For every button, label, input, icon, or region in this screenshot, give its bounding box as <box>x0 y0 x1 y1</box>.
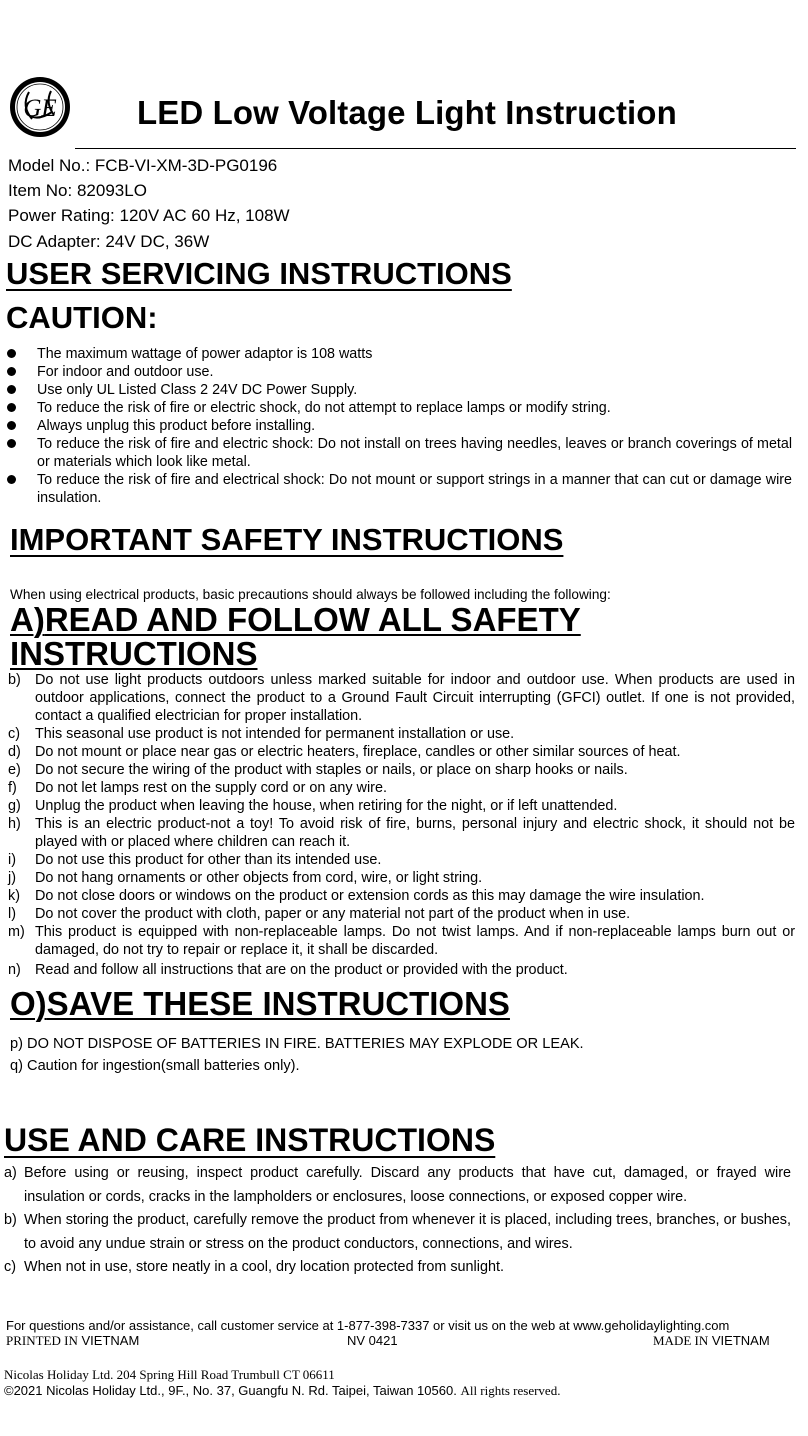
battery-warning: p) DO NOT DISPOSE OF BATTERIES IN FIRE. BATTERIES MAY EXPLODE OR LEAK. <box>10 1036 584 1052</box>
list-item: To reduce the risk of fire and electric shock: Do not install on trees having needles, leaves or branch coverings of metal or materials which look like metal. <box>6 435 792 471</box>
list-item: For indoor and outdoor use. <box>6 363 792 381</box>
ge-logo <box>9 76 71 138</box>
bullet-icon <box>7 439 16 448</box>
list-item: c) This seasonal use product is not intended for permanent installation or use. <box>8 726 515 742</box>
model-number: Model No.: FCB-VI-XM-3D-PG0196 <box>8 156 278 175</box>
title-divider <box>75 148 796 149</box>
safety-intro: When using electrical products, basic precautions should always be followed including the following: <box>10 587 611 602</box>
list-item: b) Do not use light products outdoors unless marked suitable for indoor and outdoor use. When products are used in outdoor applications, connect the product to a Ground Fault Circuit interrupting (GFCI) outlet. If one is not provided, contact a qualified electrician for proper installation. <box>8 672 795 724</box>
page-title: LED Low Voltage Light Instruction <box>137 94 677 131</box>
bullet-icon <box>7 385 16 394</box>
save-heading: O)SAVE THESE INSTRUCTIONS <box>10 985 510 1022</box>
item-number: Item No: 82093LO <box>8 181 147 200</box>
list-item: To reduce the risk of fire or electric shock, do not attempt to replace lamps or modify string. <box>6 399 792 417</box>
code-number: NV 0421 <box>347 1333 398 1348</box>
bullet-icon <box>7 421 16 430</box>
bullet-icon <box>7 349 16 358</box>
list-item: n) Read and follow all instructions that are on the product or provided with the product. <box>8 962 568 978</box>
list-item: i) Do not use this product for other than its intended use. <box>8 852 382 868</box>
care-heading: USE AND CARE INSTRUCTIONS <box>4 1122 496 1158</box>
list-item: k) Do not close doors or windows on the product or extension cords as this may damage the wire insulation. <box>8 888 705 904</box>
list-item: To reduce the risk of fire and electrical shock: Do not mount or support strings in a manner that can cut or damage wire insulation. <box>6 471 792 507</box>
power-rating: Power Rating: 120V AC 60 Hz, 108W <box>8 206 290 225</box>
svg-text:GE: GE <box>23 95 57 122</box>
copyright-line: ©2021 Nicolas Holiday Ltd., 9F., No. 37, Guangfu N. Rd. Taipei, Taiwan 10560. All rights reserved. <box>4 1383 561 1398</box>
list-item: j) Do not hang ornaments or other objects from cord, wire, or light string. <box>8 870 483 886</box>
list-item: Use only UL Listed Class 2 24V DC Power Supply. <box>6 381 792 399</box>
safety-subheading-line1: A)READ AND FOLLOW ALL SAFETY <box>10 601 581 638</box>
caution-list <box>6 345 792 507</box>
list-item: Always unplug this product before installing. <box>6 417 792 435</box>
list-item: a) Before using or reusing, inspect product carefully. Discard any products that have cut, damaged, or frayed wire insulation or cords, cracks in the lampholders or enclosures, loose connections, or exposed copper wire. <box>4 1165 791 1205</box>
bullet-icon <box>7 403 16 412</box>
list-item: f) Do not let lamps rest on the supply cord or on any wire. <box>8 780 387 796</box>
dc-adapter: DC Adapter: 24V DC, 36W <box>8 232 210 251</box>
made-in: MADE IN VIETNAM <box>653 1333 770 1348</box>
safety-subheading-line2: INSTRUCTIONS <box>10 635 258 672</box>
list-item: b) When storing the product, carefully remove the product from whenever it is placed, including trees, branches, or bushes, to avoid any undue strain or stress on the product conductors, connections, and wires. <box>4 1212 791 1252</box>
us-address: Nicolas Holiday Ltd. 204 Spring Hill Road Trumbull CT 06611 <box>4 1367 335 1382</box>
servicing-heading: USER SERVICING INSTRUCTIONS <box>6 256 512 291</box>
safety-heading: IMPORTANT SAFETY INSTRUCTIONS <box>10 522 564 557</box>
battery-caution: q) Caution for ingestion(small batteries only). <box>10 1058 300 1074</box>
caution-heading: CAUTION: <box>6 300 158 335</box>
printed-in: PRINTED IN VIETNAM <box>6 1333 140 1348</box>
list-item: g) Unplug the product when leaving the house, when retiring for the night, or if left unattended. <box>8 798 618 814</box>
safety-list <box>8 671 795 979</box>
list-item: m) This product is equipped with non-replaceable lamps. Do not twist lamps. And if non-replaceable lamps burn out or damaged, do not try to repair or replace it, it shall be discarded. <box>8 924 795 958</box>
list-item: l) Do not cover the product with cloth, paper or any material not part of the product when in use. <box>8 906 631 922</box>
care-list <box>4 1162 791 1280</box>
list-item: d) Do not mount or place near gas or electric heaters, fireplace, candles or other similar sources of heat. <box>8 744 681 760</box>
contact-line: For questions and/or assistance, call customer service at 1-877-398-7337 or visit us on the web at www.geholidaylighting.com <box>6 1318 730 1333</box>
bullet-icon <box>7 367 16 376</box>
list-item: h) This is an electric product-not a toy! To avoid risk of fire, burns, personal injury and electric shock, it should not be played with or placed where children can reach it. <box>8 816 795 850</box>
list-item: The maximum wattage of power adaptor is 108 watts <box>6 345 792 363</box>
bullet-icon <box>7 475 16 484</box>
list-item: e) Do not secure the wiring of the product with staples or nails, or place on sharp hooks or nails. <box>8 762 628 778</box>
list-item: c) When not in use, store neatly in a cool, dry location protected from sunlight. <box>4 1259 504 1275</box>
